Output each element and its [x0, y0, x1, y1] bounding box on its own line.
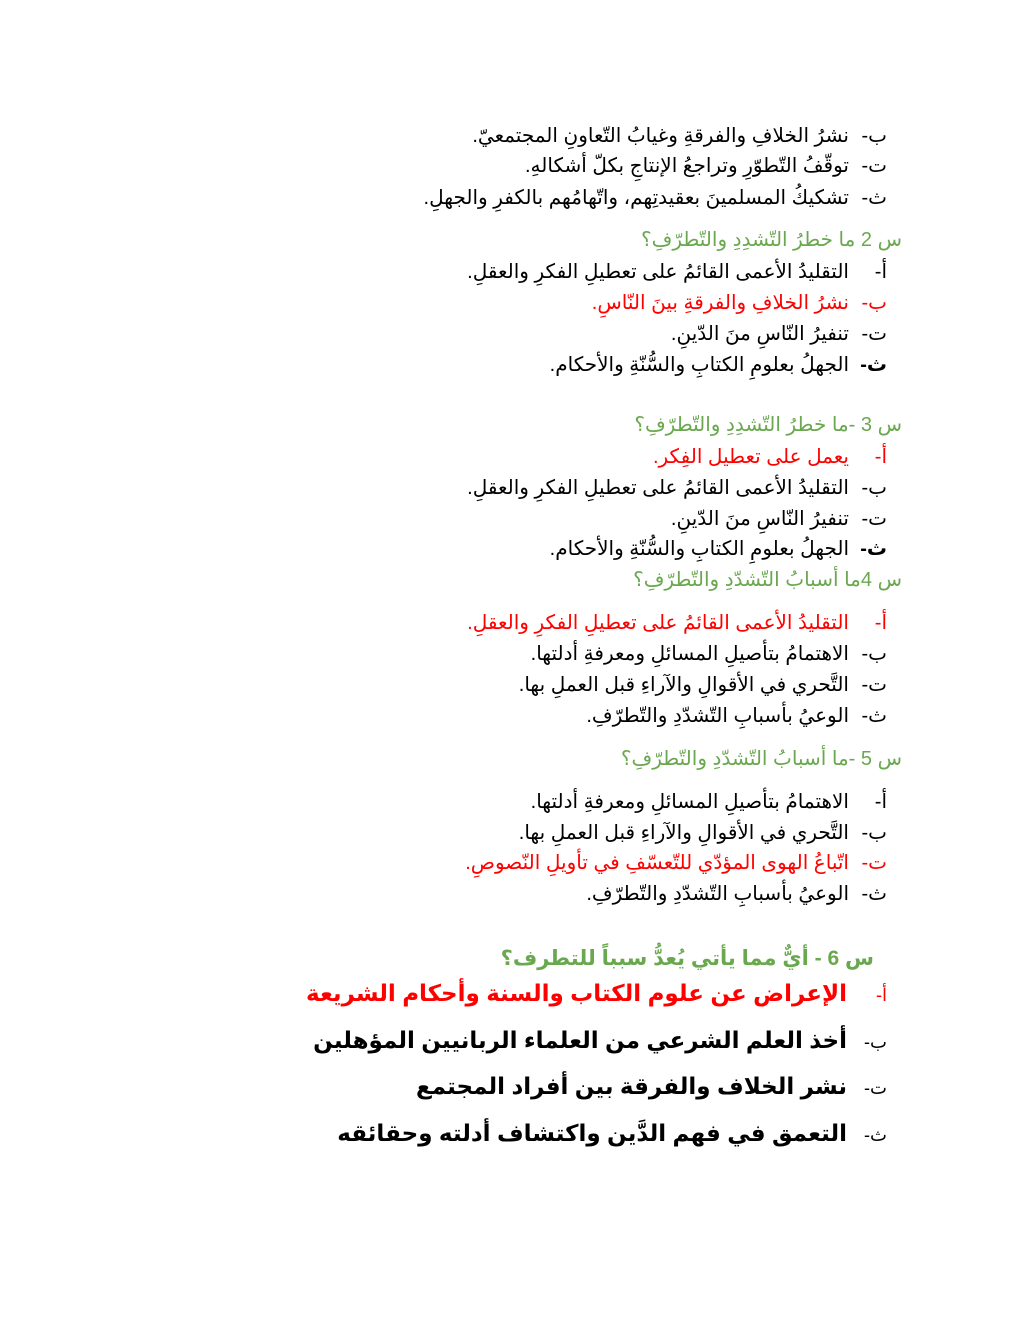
option-letter: ب-: [861, 477, 887, 499]
option-letter: ت-: [861, 323, 887, 345]
option-line: [467, 258, 887, 286]
option-letter: ث-: [861, 187, 887, 209]
option-text: الجهلُ بعلومِ الكتابِ والسُّنّةِ والأحكام.: [549, 354, 849, 376]
option-text: يعمل على تعطيل الفِكر.: [652, 446, 849, 468]
option-text: التقليدُ الأعمى القائمُ على تعطيلِ الفكرِ والعقلِ.: [467, 261, 849, 283]
option-letter: ب-: [861, 125, 887, 147]
option-line: [472, 122, 887, 150]
option-text: تشكيكُ المسلمينَ بعقيدتِهم، واتّهامُهم بالكفرِ والجهلِ.: [423, 187, 849, 209]
option-letter: ث-: [864, 1125, 887, 1145]
option-letter: ث-: [860, 538, 887, 560]
option-line: [337, 1117, 887, 1151]
option-letter: ث-: [861, 883, 887, 905]
question-4-title: س 4ما أسبابُ التّشدّدِ والتّطرّفِ؟: [633, 569, 902, 591]
question-2-title: س 2 ما خطرُ التّشدِدِ والتّطرّفِ؟: [640, 229, 902, 251]
option-line: [586, 880, 887, 908]
option-letter: ب-: [861, 643, 887, 665]
option-letter: ب-: [864, 1032, 887, 1052]
option-line: [525, 152, 887, 180]
correct-answer-line: [306, 977, 887, 1011]
option-text: نشر الخلاف والفرقة بين أفراد المجتمع: [416, 1073, 847, 1099]
correct-answer-line: [467, 609, 887, 637]
question-5-title: س 5 -ما أسبابُ التّشدّدِ والتّطرّفِ؟: [620, 748, 902, 770]
option-text: أخذ العلم الشرعي من العلماء الربانيين المؤهلين: [313, 1027, 847, 1053]
option-letter: ت-: [861, 508, 887, 530]
option-line: [550, 351, 887, 379]
option-text: نشرُ الخلافِ والفرقةِ بينَ النّاسِ.: [591, 292, 849, 314]
option-text: الجهلُ بعلومِ الكتابِ والسُّنّةِ والأحكام.: [549, 538, 849, 560]
option-text: التقليدُ الأعمى القائمُ على تعطيلِ الفكرِ والعقلِ.: [467, 477, 849, 499]
option-letter: أ-: [874, 791, 887, 813]
option-line: [467, 474, 887, 502]
question-3-title: س 3 -ما خطرُ التّشدِدِ والتّطرّفِ؟: [634, 414, 902, 436]
option-line: [519, 819, 887, 847]
option-letter: أ-: [874, 446, 887, 468]
option-text: التَّحري في الأقوالِ والآراءِ قبل العملِ بها.: [518, 674, 849, 696]
option-line: [671, 320, 887, 348]
option-letter: ت-: [861, 155, 887, 177]
option-letter: أ-: [874, 261, 887, 283]
option-line: [416, 1070, 887, 1104]
option-text: الاهتمامُ بتأصيلِ المسائلِ ومعرفةِ أدلتها.: [530, 643, 849, 665]
option-letter: أ-: [874, 612, 887, 634]
option-text: التقليدُ الأعمى القائمُ على تعطيلِ الفكرِ والعقلِ.: [467, 612, 849, 634]
option-text: الاهتمامُ بتأصيلِ المسائلِ ومعرفةِ أدلتها.: [530, 791, 849, 813]
correct-answer-line: [465, 849, 887, 877]
option-text: التَّحري في الأقوالِ والآراءِ قبل العملِ بها.: [518, 822, 849, 844]
option-line: [586, 702, 887, 730]
question-6-title: س 6 - أيٌّ مما يأتي يُعدُّ سبباً للتطرف؟: [500, 947, 874, 970]
correct-answer-line: [592, 289, 887, 317]
option-letter: ث-: [861, 705, 887, 727]
option-text: الوعيُ بأسبابِ التّشدّدِ والتّطرّفِ.: [586, 705, 849, 727]
option-text: اتّباعُ الهوى المؤدّي للتّعسّفِ في تأويلِ النّصوصِ.: [465, 852, 849, 874]
option-letter: ب-: [861, 292, 887, 314]
option-line: [550, 535, 887, 563]
option-line: [424, 184, 887, 212]
option-line: [519, 671, 887, 699]
option-letter: ث-: [860, 354, 887, 376]
option-text: الوعيُ بأسبابِ التّشدّدِ والتّطرّفِ.: [586, 883, 849, 905]
option-letter: ب-: [861, 822, 887, 844]
option-letter: أ-: [876, 985, 887, 1005]
option-line: [531, 788, 887, 816]
correct-answer-line: [653, 443, 887, 471]
option-line: [671, 505, 887, 533]
option-text: تنفيرُ النّاسِ منَ الدّينِ.: [670, 323, 849, 345]
option-text: تنفيرُ النّاسِ منَ الدّينِ.: [670, 508, 849, 530]
option-letter: ت-: [864, 1078, 887, 1098]
option-letter: ت-: [861, 852, 887, 874]
option-text: نشرُ الخلافِ والفرقةِ وغيابُ التّعاونِ المجتمعيّ.: [472, 125, 849, 147]
option-text: الإعراض عن علوم الكتاب والسنة وأحكام الشريعة: [306, 980, 847, 1006]
option-letter: ت-: [861, 674, 887, 696]
option-text: توقّفُ التّطوّرِ وتراجعُ الإنتاجِ بكلّ أشكالهِ.: [524, 155, 849, 177]
option-text: التعمق في فهم الدَّين واكتشاف أدلته وحقائقه: [337, 1120, 847, 1146]
option-line: [531, 640, 887, 668]
option-line: [313, 1024, 887, 1058]
